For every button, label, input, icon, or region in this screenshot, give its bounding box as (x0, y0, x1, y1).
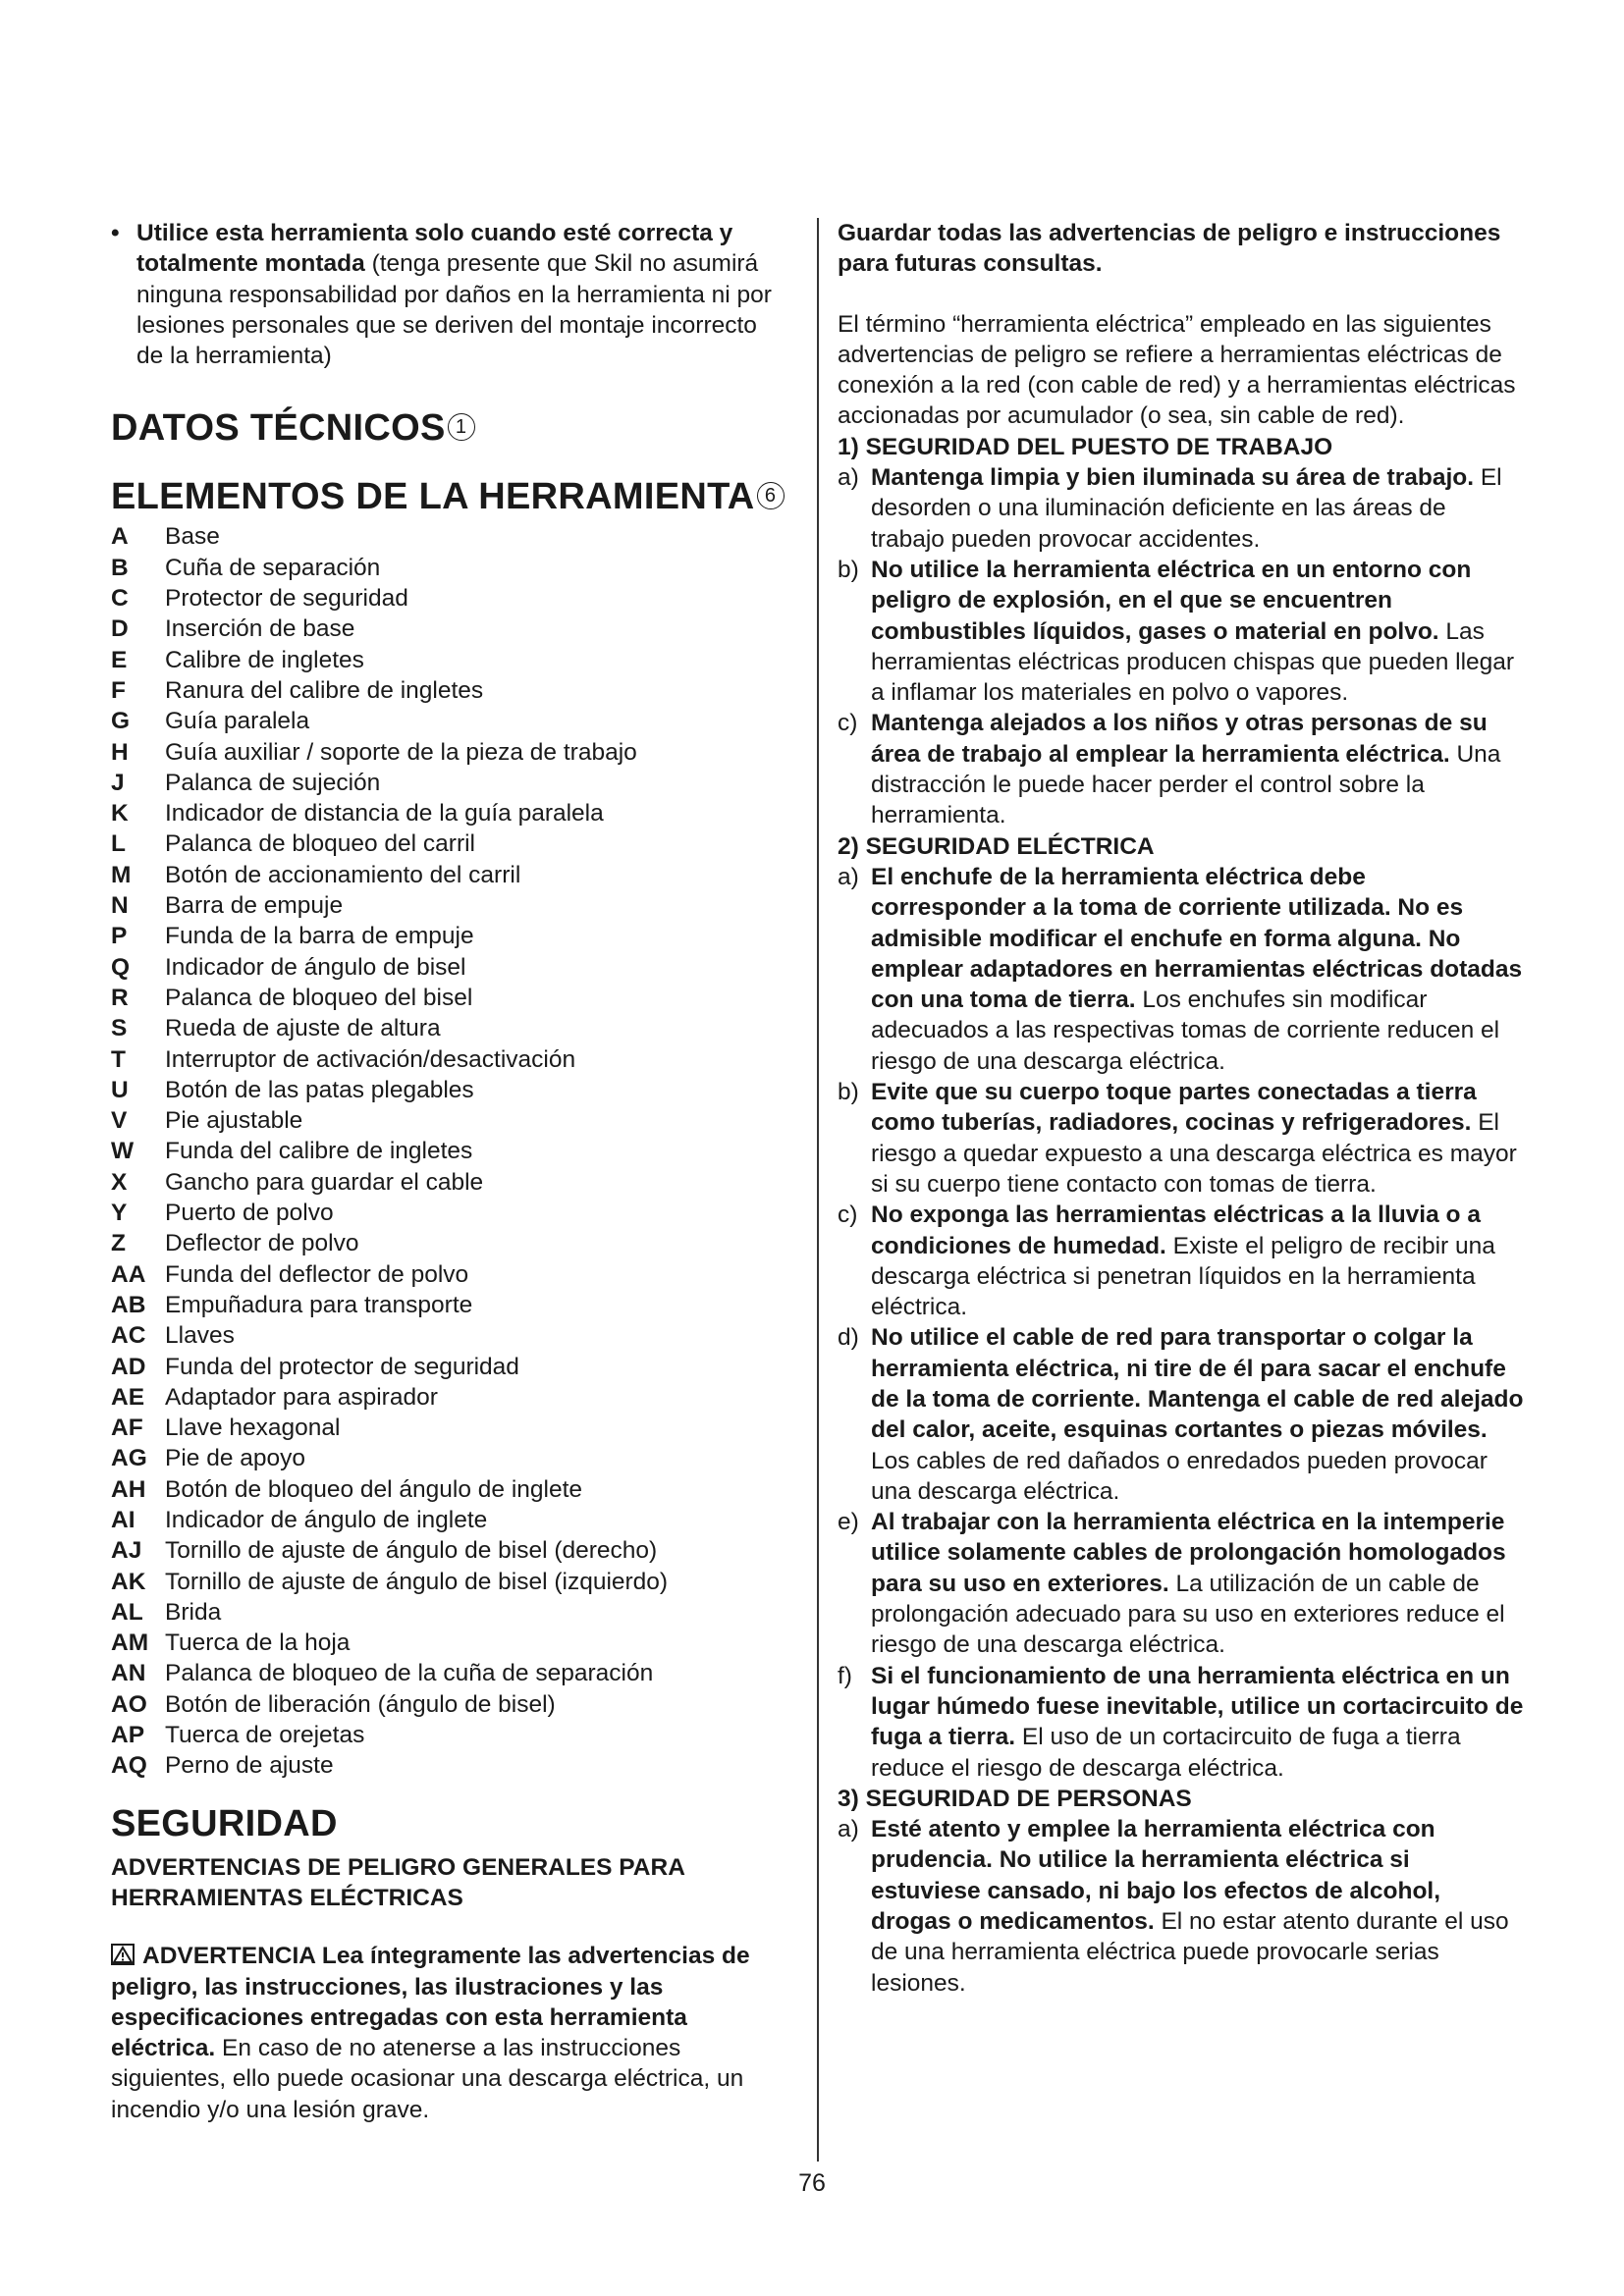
item-text: Los enchufes sin modificar adecuados a las respectivas tomas de corriente reducen el riesgo de una descarga eléctrica. (871, 987, 1500, 1075)
item-key: B (111, 554, 129, 581)
item-key: AM (111, 1629, 149, 1657)
list-item (111, 1044, 788, 1075)
item-key: Y (111, 1200, 128, 1227)
list-item (111, 1535, 788, 1566)
list-item (111, 1474, 788, 1505)
list-item (111, 921, 788, 951)
item-label: Gancho para guardar el cable (165, 1168, 484, 1196)
list-item (111, 1443, 788, 1473)
list-item (111, 952, 788, 983)
item-text: El riesgo a quedar expuesto a una descarga eléctrica es mayor si su cuerpo tiene contacto con tomas de tierra. (871, 1109, 1517, 1198)
list-item (111, 1136, 788, 1166)
assembly-bullet (111, 218, 788, 371)
item-label: Calibre de ingletes (165, 646, 364, 673)
item-key: AQ (111, 1752, 147, 1780)
list-item (111, 1567, 788, 1597)
figure-ref-badge: 6 (757, 482, 785, 509)
item-marker: c) (838, 1201, 858, 1229)
list-item (111, 860, 788, 890)
item-label: Deflector de polvo (165, 1230, 359, 1257)
item-key: G (111, 708, 131, 735)
safety-item (838, 708, 1525, 830)
item-bold-text: El enchufe de la herramienta eléctrica debe corresponder a la toma de corriente utilizada. No es admisible modificar el enchufe en forma alguna. No emplear adaptadores en herramientas eléctricas dotadas con una toma de tierra. (871, 863, 1523, 1014)
list-item (111, 1198, 788, 1228)
item-label: Botón de las patas plegables (165, 1076, 474, 1103)
item-marker: f) (838, 1662, 852, 1689)
warning-triangle-icon (111, 1944, 135, 1965)
item-key: R (111, 984, 129, 1011)
tool-elements-list (111, 521, 788, 1781)
item-key: AK (111, 1568, 146, 1595)
item-label: Pie de apoyo (165, 1445, 306, 1472)
item-key: M (111, 861, 132, 888)
warning-text: En caso de no atenerse a las instrucciones siguientes, ello puede ocasionar una descarga eléctrica, un incendio y/o una lesión grave. (111, 2035, 744, 2123)
item-marker: a) (838, 464, 859, 492)
item-bold-text: No utilice el cable de red para transportar o colgar la herramienta eléctrica, ni tire de él para sacar el enchufe de la toma de corriente. Mantenga el cable de red alejado del calor, aceite, esquinas cortantes o piezas móviles. (871, 1324, 1524, 1444)
advertencias-heading: ADVERTENCIAS DE PELIGRO GENERALES PARA HERRAMIENTAS ELÉCTRICAS (111, 1853, 684, 1911)
item-label: Protector de seguridad (165, 585, 408, 613)
item-key: A (111, 523, 129, 551)
section-heading: 3) SEGURIDAD DE PERSONAS (838, 1785, 1192, 1812)
datos-tecnicos-heading (111, 405, 788, 451)
list-item (111, 1505, 788, 1535)
item-label: Rueda de ajuste de altura (165, 1015, 441, 1042)
item-key: N (111, 892, 129, 920)
item-bold-text: No utilice la herramienta eléctrica en un entorno con peligro de explosión, en el que se encuentren combustibles líquidos, gases o material en polvo. (871, 556, 1472, 645)
item-label: Palanca de bloqueo de la cuña de separación (165, 1660, 654, 1687)
list-item (111, 675, 788, 706)
list-item (111, 1352, 788, 1382)
item-key: S (111, 1015, 128, 1042)
item-label: Botón de accionamiento del carril (165, 861, 521, 888)
list-item (111, 828, 788, 859)
list-item (111, 798, 788, 828)
item-label: Puerto de polvo (165, 1200, 334, 1227)
list-item (111, 1597, 788, 1628)
item-label: Barra de empuje (165, 892, 344, 920)
item-label: Tuerca de la hoja (165, 1629, 351, 1657)
list-item (111, 1228, 788, 1258)
termino-paragraph: El término “herramienta eléctrica” empleado en las siguientes advertencias de peligro se refiere a herramientas eléctricas de conexión a la red (con cable de red) y a herramientas eléctricas accionadas por acumulador (o sea, sin cable de red). (838, 310, 1516, 430)
list-item (111, 1689, 788, 1720)
item-label: Llave hexagonal (165, 1415, 341, 1442)
item-label: Llaves (165, 1322, 235, 1350)
item-key: Q (111, 953, 131, 981)
datos-title: DATOS TÉCNICOS (111, 407, 446, 450)
item-key: P (111, 923, 128, 950)
list-item (111, 1658, 788, 1688)
item-key: AN (111, 1660, 146, 1687)
list-item (111, 1413, 788, 1443)
list-item (111, 583, 788, 614)
item-key: L (111, 830, 126, 858)
item-label: Brida (165, 1598, 222, 1626)
item-text: Existe el peligro de recibir una descarga eléctrica si penetran líquidos en la herramienta eléctrica. (871, 1232, 1495, 1321)
left-column (111, 218, 788, 2125)
item-label: Tornillo de ajuste de ángulo de bisel (derecho) (165, 1537, 658, 1565)
list-item (111, 614, 788, 644)
item-label: Funda de la barra de empuje (165, 923, 474, 950)
item-marker: b) (838, 556, 859, 583)
safety-item (838, 1322, 1525, 1507)
list-item (111, 1628, 788, 1658)
item-label: Funda del protector de seguridad (165, 1353, 519, 1380)
item-key: D (111, 615, 129, 643)
item-key: AJ (111, 1537, 142, 1565)
elementos-heading (111, 474, 788, 519)
item-marker: a) (838, 863, 859, 890)
item-key: AA (111, 1260, 146, 1288)
list-item (111, 521, 788, 552)
item-label: Interruptor de activación/desactivación (165, 1045, 576, 1073)
list-item (111, 1013, 788, 1043)
item-label: Palanca de bloqueo del carril (165, 830, 475, 858)
list-item (111, 1167, 788, 1198)
item-label: Indicador de ángulo de inglete (165, 1506, 488, 1533)
item-label: Adaptador para aspirador (165, 1383, 438, 1411)
safety-item (838, 1661, 1525, 1784)
list-item (111, 1290, 788, 1320)
item-key: AG (111, 1445, 147, 1472)
warning-paragraph (111, 1941, 788, 2125)
list-item (111, 553, 788, 583)
right-column (838, 218, 1525, 1999)
item-bold-text: Evite que su cuerpo toque partes conectadas a tierra como tuberías, radiadores, cocinas y refrigeradores. (871, 1079, 1477, 1137)
item-bold-text: No exponga las herramientas eléctricas a la lluvia o a condiciones de humedad. (871, 1201, 1481, 1259)
item-label: Pie ajustable (165, 1107, 303, 1135)
item-bold-text: Esté atento y emplee la herramienta eléctrica con prudencia. No utilice la herramienta eléctrica si estuviese cansado, ni bajo los efectos de alcohol, drogas o medicamentos. (871, 1816, 1441, 1936)
item-key: H (111, 738, 129, 766)
list-item (111, 645, 788, 675)
page-number: 76 (798, 2169, 826, 2197)
list-item (111, 706, 788, 736)
safety-item (838, 462, 1525, 555)
list-item (111, 1075, 788, 1105)
item-label: Guía auxiliar / soporte de la pieza de trabajo (165, 738, 637, 766)
item-label: Tornillo de ajuste de ángulo de bisel (izquierdo) (165, 1568, 669, 1595)
list-item (111, 1259, 788, 1290)
item-label: Cuña de separación (165, 554, 381, 581)
item-bold-text: Al trabajar con la herramienta eléctrica en la intemperie utilice solamente cables de prolongación homologados para su uso en exteriores. (871, 1509, 1506, 1597)
item-key: F (111, 676, 126, 704)
item-key: AF (111, 1415, 143, 1442)
item-label: Indicador de ángulo de bisel (165, 953, 466, 981)
bullet-dot: • (111, 220, 120, 246)
item-key: Z (111, 1230, 126, 1257)
safety-item (838, 555, 1525, 708)
list-item (111, 1720, 788, 1750)
item-label: Palanca de bloqueo del bisel (165, 984, 473, 1011)
item-marker: d) (838, 1324, 859, 1352)
item-key: AL (111, 1598, 143, 1626)
seguridad-heading: SEGURIDAD (111, 1802, 338, 1844)
item-marker: a) (838, 1816, 859, 1843)
bullet-text: (tenga presente que Skil no asumirá ninguna responsabilidad por daños en la herramienta ni por lesiones personales que se deriven del montaje incorrecto de la herramienta) (136, 250, 772, 370)
safety-sections (838, 432, 1525, 1999)
section-heading: 1) SEGURIDAD DEL PUESTO DE TRABAJO (838, 433, 1333, 460)
item-text: El no estar atento durante el uso de una herramienta eléctrica puede provocarle serias lesiones. (871, 1908, 1509, 1997)
item-key: W (111, 1138, 135, 1165)
safety-item (838, 1077, 1525, 1200)
item-label: Funda del calibre de ingletes (165, 1138, 473, 1165)
safety-item (838, 862, 1525, 1077)
item-label: Botón de bloqueo del ángulo de inglete (165, 1475, 583, 1503)
item-marker: c) (838, 710, 858, 737)
item-key: J (111, 769, 125, 796)
list-item (111, 1750, 788, 1781)
item-bold-text: Si el funcionamiento de una herramienta eléctrica en un lugar húmedo fuese inevitable, utilice un cortacircuito de fuga a tierra. (871, 1662, 1524, 1751)
item-text: El uso de un cortacircuito de fuga a tierra reduce el riesgo de descarga eléctrica. (871, 1724, 1461, 1782)
item-key: AE (111, 1383, 145, 1411)
item-bold-text: Mantenga alejados a los niños y otras personas de su área de trabajo al emplear la herramienta eléctrica. (871, 710, 1488, 768)
safety-item (838, 1200, 1525, 1322)
item-key: V (111, 1107, 128, 1135)
elementos-title: ELEMENTOS DE LA HERRAMIENTA (111, 476, 755, 518)
item-label: Botón de liberación (ángulo de bisel) (165, 1690, 556, 1718)
list-item (111, 737, 788, 768)
item-label: Perno de ajuste (165, 1752, 334, 1780)
column-divider (817, 218, 819, 2162)
item-key: K (111, 800, 129, 828)
item-text: El desorden o una iluminación deficiente en las áreas de trabajo pueden provocar accidentes. (871, 464, 1502, 553)
item-key: AH (111, 1475, 146, 1503)
item-key: AI (111, 1506, 135, 1533)
item-label: Ranura del calibre de ingletes (165, 676, 484, 704)
item-key: AC (111, 1322, 146, 1350)
warning-bold: ADVERTENCIA Lea íntegramente las advertencias de peligro, las instrucciones, las ilustraciones y las especificaciones entregadas con esta herramienta eléctrica. (111, 1943, 750, 2062)
item-key: AB (111, 1291, 146, 1318)
list-item (111, 1382, 788, 1413)
section-heading: 2) SEGURIDAD ELÉCTRICA (838, 832, 1155, 860)
item-label: Funda del deflector de polvo (165, 1260, 469, 1288)
item-key: E (111, 646, 128, 673)
list-item (111, 1320, 788, 1351)
list-item (111, 1105, 788, 1136)
item-key: U (111, 1076, 129, 1103)
list-item (111, 768, 788, 798)
bullet-bold: Utilice esta herramienta solo cuando esté correcta y totalmente montada (136, 220, 733, 278)
item-label: Base (165, 523, 220, 551)
item-label: Indicador de distancia de la guía paralela (165, 800, 604, 828)
item-key: C (111, 585, 129, 613)
item-text: La utilización de un cable de prolongación adecuado para su uso en exteriores reduce el riesgo de una descarga eléctrica. (871, 1570, 1505, 1659)
guardar-notice: Guardar todas las advertencias de peligro e instrucciones para futuras consultas. (838, 220, 1501, 278)
item-bold-text: Mantenga limpia y bien iluminada su área de trabajo. (871, 464, 1475, 492)
item-marker: b) (838, 1079, 859, 1106)
item-key: X (111, 1168, 128, 1196)
figure-ref-badge: 1 (448, 413, 475, 441)
item-key: AD (111, 1353, 146, 1380)
item-marker: e) (838, 1509, 859, 1536)
item-text: Una distracción le puede hacer perder el control sobre la herramienta. (871, 740, 1501, 829)
item-text: Los cables de red dañados o enredados pueden provocar una descarga eléctrica. (871, 1447, 1488, 1505)
item-label: Tuerca de orejetas (165, 1722, 365, 1749)
item-key: T (111, 1045, 126, 1073)
item-key: AO (111, 1690, 147, 1718)
item-text: Las herramientas eléctricas producen chispas que pueden llegar a inflamar los materiales en polvo o vapores. (871, 617, 1515, 707)
safety-item (838, 1814, 1525, 1999)
item-label: Palanca de sujeción (165, 769, 381, 796)
list-item (111, 890, 788, 921)
safety-item (838, 1507, 1525, 1660)
list-item (111, 983, 788, 1013)
item-label: Guía paralela (165, 708, 310, 735)
item-key: AP (111, 1722, 145, 1749)
item-label: Inserción de base (165, 615, 355, 643)
item-label: Empuñadura para transporte (165, 1291, 473, 1318)
